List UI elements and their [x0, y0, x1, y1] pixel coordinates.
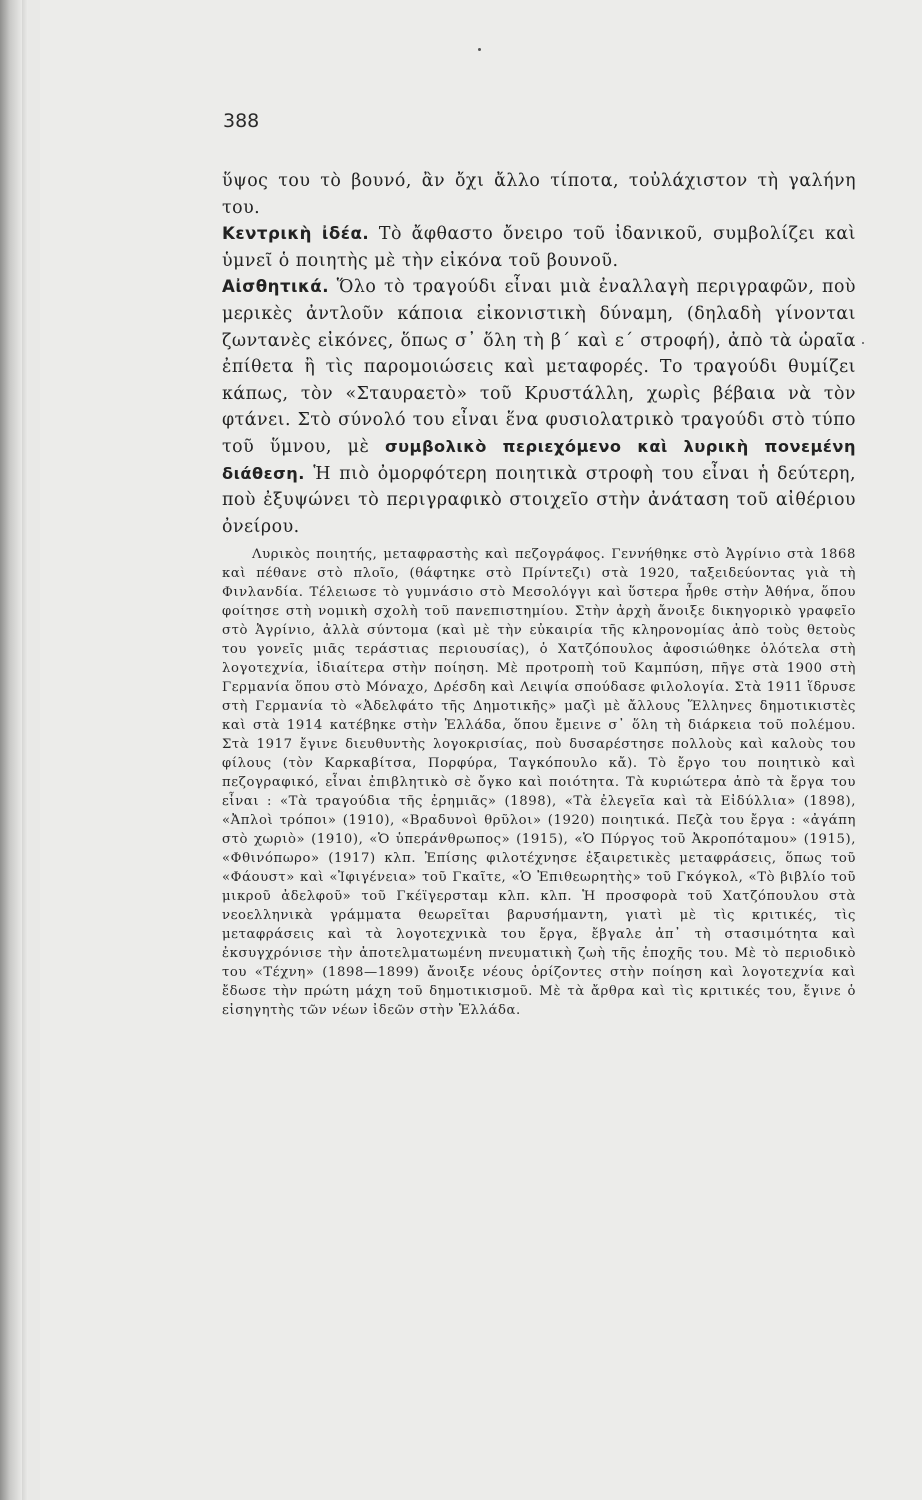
- biography-note: [222, 545, 856, 1020]
- binding-shadow: [0, 0, 22, 1500]
- paragraph-continuation: [222, 168, 856, 221]
- paper-speck: [478, 48, 481, 51]
- paper-speck: [862, 342, 864, 344]
- paragraph-aesthetics: [222, 274, 856, 540]
- aesthetics-text-b: Ἡ πιὸ ὀμορφότερη ποιητικὰ στροφὴ του εἶναι ἡ δεύτερη, ποὺ ἐξυψώνει τὸ περιγραφικὸ στοιχεῖο στὴν ἀνάταση τοῦ αἰθέριου ὀνείρου.: [222, 463, 856, 537]
- page-number: 388: [223, 110, 260, 132]
- paragraph-continuation-text: ὕψος του τὸ βουνό, ἂν ὄχι ἄλλο τίποτα, τοὐλάχιστον τὴ γαλήνη του.: [222, 171, 856, 218]
- aesthetics-text-a: Ὅλο τὸ τραγούδι εἶναι μιὰ ἐναλλαγὴ περιγραφῶν, ποὺ μερικὲς ἀντλοῦν κάποια εἰκονιστικὴ δύναμη, (δηλαδὴ γίνονται ζωντανὲς εἰκόνες, ὅπως σ᾽ ὅλη τὴ β´ καὶ ε´ στροφή), ἀπὸ τὰ ὡραῖα ἐπίθετα ἢ τὶς παρομοιώσεις καὶ μεταφορές. Το τραγούδι θυμίζει κάπως, τὸν «Σταυραετὸ» τοῦ Κρυστάλλη, χωρὶς βέβαια νὰ τὸν φτάνει. Στὸ σύνολό του εἶναι ἕνα φυσιολατρικὸ τραγούδι στὸ τύπο τοῦ ὕμνου, μὲ: [222, 277, 856, 457]
- central-idea-heading: Κεντρικὴ ἰδέα.: [222, 224, 370, 244]
- biography-paragraph: Λυρικὸς ποιητής, μεταφραστὴς καὶ πεζογράφος. Γεννήθηκε στὸ Ἀγρίνιο στὰ 1868 καὶ πέθανε στὸ πλοῖο, (θάφτηκε στὸ Πρίντεζι) στὰ 1920, ταξειδεύοντας γιὰ τὴ Φινλανδία. Τέλειωσε τὸ γυμνάσιο στὸ Μεσολόγγι καὶ ὕστερα ἦρθε στὴν Ἀθήνα, ὅπου φοίτησε στὴ νομικὴ σχολὴ τοῦ πανεπιστημίου. Στὴν ἀρχὴ ἄνοιξε δικηγορικὸ γραφεῖο στὸ Ἀγρίνιο, ἀλλὰ σύντομα (καὶ μὲ τὴν εὐκαιρία τῆς κληρονομίας ἀπὸ τοὺς θετοὺς του γονεῖς μιᾶς τεράστιας περιουσίας), ὁ Χατζόπουλος ἀφοσιώθηκε ὁλότελα στὴ λογοτεχνία, ἰδιαίτερα στὴν ποίηση. Μὲ προτροπὴ τοῦ Καμπύση, πῆγε στὰ 1900 στὴ Γερμανία ὅπου στὸ Μόναχο, Δρέσδη καὶ Λειψία σπούδασε φιλολογία. Στὰ 1911 ἵδρυσε στὴ Γερμανία τὸ «Ἀδελφάτο τῆς Δημοτικῆς» μαζὶ μὲ ἄλλους Ἕλληνες δημοτικιστὲς καὶ στὰ 1914 κατέβηκε στὴν Ἑλλάδα, ὅπου ἔμεινε σ᾽ ὅλη τὴ διάρκεια τοῦ πολέμου. Στὰ 1917 ἔγινε διευθυντὴς λογοκρισίας, ποὺ δυσαρέστησε πολλοὺς καὶ καλοὺς του φίλους (τὸν Καρκαβίτσα, Πορφύρα, Ταγκόπουλο κἄ). Τὸ ἔργο του ποιητικὸ καὶ πεζογραφικό, εἶναι ἐπιβλητικὸ σὲ ὄγκο καὶ ποιότητα. Τὰ κυριώτερα ἀπὸ τὰ ἔργα του εἶναι : «Τὰ τραγούδια τῆς ἐρημιᾶς» (1898), «Τὰ ἐλεγεῖα καὶ τὰ Εἰδύλλια» (1898), «Ἀπλοὶ τρόποι» (1910), «Βραδυνοὶ θρῦλοι» (1920) ποιητικά. Πεζὰ του ἔργα : «ἀγάπη στὸ χωριὸ» (1910), «Ὁ ὑπεράνθρωπος» (1915), «Ὁ Πύργος τοῦ Ἀκροπόταμου» (1915), «Φθινόπωρο» (1917) κλπ. Ἐπίσης φιλοτέχνησε ἐξαιρετικὲς μεταφράσεις, ὅπως τοῦ «Φάουστ» καὶ «Ἰφιγένεια» τοῦ Γκαῖτε, «Ὁ Ἐπιθεωρητὴς» τοῦ Γκόγκολ, «Τὸ βιβλίο τοῦ μικροῦ ἀδελφοῦ» τοῦ Γκέϊγερσταμ κλπ. κλπ. Ἡ προσφορὰ τοῦ Χατζόπουλου στὰ νεοελληνικὰ γράμματα θεωρεῖται βαρυσήμαντη, γιατὶ μὲ τὶς κριτικές, τὶς μεταφράσεις καὶ τὰ λογοτεχνικὰ του ἔργα, ἔβγαλε ἀπ᾽ τὴ στασιμότητα καὶ ἐκσυγχρόνισε τὴν ἀποτελματωμένη πνευματικὴ ζωὴ τῆς ἐποχῆς του. Μὲ τὸ περιοδικὸ του «Τέχνη» (1898—1899) ἄνοιξε νέους ὁρίζοντες στὴν ποίηση καὶ λογοτεχνία καὶ ἔδωσε τὴν πρώτη μάχη τοῦ δημοτικισμοῦ. Μὲ τὰ ἄρθρα καὶ τὶς κριτικές του, ἔγινε ὁ εἰσηγητὴς τῶν νέων ἰδεῶν στὴν Ἑλλάδα.: [222, 547, 856, 1018]
- page-edge: [22, 0, 28, 1500]
- aesthetics-heading: Αἰσθητικά.: [222, 277, 329, 297]
- paragraph-central-idea: [222, 221, 856, 274]
- main-text: [222, 168, 856, 540]
- central-idea-text: Τὸ ἄφθαστο ὄνειρο τοῦ ἰδανικοῦ, συμβολίζει καὶ ὑμνεῖ ὁ ποιητὴς μὲ τὴν εἰκόνα τοῦ βουνοῦ.: [222, 224, 856, 271]
- aesthetics-emphasis: συμβολικὸ περιεχόμενο καὶ λυρικὴ πονεμένη διάθεση.: [222, 436, 856, 483]
